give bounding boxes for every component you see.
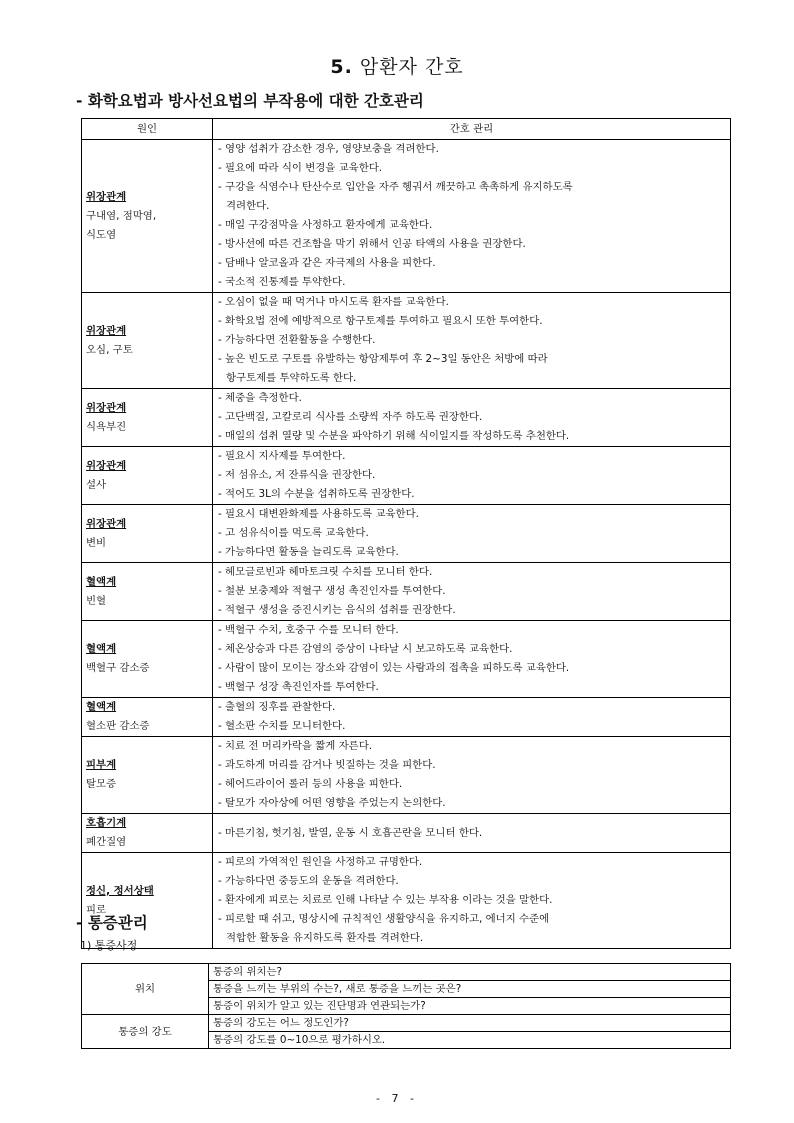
care-item: - 고 섬유식이를 먹도록 교육한다. — [218, 527, 369, 539]
care-item: - 사람이 많이 모이는 장소와 감염이 있는 사람과의 접촉을 피하도록 교육한다. — [218, 662, 570, 674]
condition-label: 탈모증 — [86, 778, 117, 790]
cause-cell — [82, 737, 213, 814]
cause-cell — [82, 853, 213, 949]
pain-question: 통증의 강도는 어느 정도인가? — [209, 1015, 731, 1032]
care-cell — [213, 563, 731, 621]
care-item: - 탈모가 자아상에 어떤 영향을 주었는지 논의한다. — [218, 797, 446, 809]
pain-category: 통증의 강도 — [82, 1015, 209, 1049]
cause-cell — [82, 621, 213, 698]
table-row — [82, 737, 731, 814]
cause-cell — [82, 293, 213, 389]
care-item: - 적혈구 생성을 증진시키는 음식의 섭취를 권장한다. — [218, 604, 456, 616]
condition-label: 백혈구 감소증 — [86, 662, 150, 674]
care-item: 적합한 활동을 유지하도록 환자를 격려한다. — [226, 932, 424, 944]
nursing-care-table — [81, 118, 731, 949]
table-row — [82, 140, 731, 293]
category-label: 정신, 정서상태 — [86, 884, 154, 897]
condition-label: 폐간질염 — [86, 836, 127, 848]
table-row — [82, 1015, 731, 1032]
category-label: 혈액계 — [86, 575, 117, 588]
care-item: - 영양 섭취가 감소한 경우, 영양보충을 격려한다. — [218, 143, 439, 155]
care-item: - 화학요법 전에 예방적으로 항구토제를 투여하고 필요시 또한 투여한다. — [218, 315, 543, 327]
care-item: - 과도하게 머리를 감거나 빗질하는 것을 피한다. — [218, 759, 436, 771]
category-label: 혈액계 — [86, 643, 117, 655]
care-item: - 혈소판 수치를 모니터한다. — [218, 720, 346, 732]
care-item: - 백혈구 수치, 호중구 수를 모니터 한다. — [218, 624, 399, 636]
care-cell — [213, 737, 731, 814]
care-item: - 담배나 알코올과 같은 자극제의 사용을 피한다. — [218, 257, 436, 269]
care-item: - 오심이 없을 때 먹거나 마시도록 환자를 교육한다. — [218, 296, 449, 308]
cause-cell — [82, 814, 213, 853]
pain-assessment-table — [81, 963, 731, 1049]
condition-label: 변비 — [86, 536, 107, 549]
care-cell — [213, 814, 731, 853]
page-title — [0, 52, 794, 79]
care-cell — [213, 293, 731, 389]
care-item: 격려한다. — [226, 200, 270, 212]
care-cell — [213, 505, 731, 563]
care-item: - 환자에게 피로는 치료로 인해 나타날 수 있는 부작용 이라는 것을 말한다. — [218, 894, 553, 906]
care-item: - 헤모글로빈과 헤마토크릿 수치를 모니터 한다. — [218, 566, 433, 578]
care-item: - 필요에 따라 식이 변경을 교육한다. — [218, 162, 383, 174]
category-label: 위장관계 — [86, 517, 127, 530]
cause-cell — [82, 698, 213, 737]
pain-question: 통증의 강도를 0~10으로 평가하시오. — [209, 1032, 731, 1049]
pain-question: 통증을 느끼는 부위의 수는?, 새로 통증을 느끼는 곳은? — [209, 981, 731, 998]
pain-question: 통증이 위치가 알고 있는 진단명과 연관되는가? — [209, 998, 731, 1015]
care-item: - 매일 구강점막을 사정하고 환자에게 교육한다. — [218, 219, 433, 231]
table-row — [82, 698, 731, 737]
care-item: - 피로할 때 쉬고, 명상시에 규칙적인 생활양식을 유지하고, 에너지 수준에 — [218, 913, 550, 925]
category-label: 혈액계 — [86, 701, 117, 713]
table-row — [82, 389, 731, 447]
table-row — [82, 293, 731, 389]
care-item: - 방사선에 따른 건조함을 막기 위해서 인공 타액의 사용을 권장한다. — [218, 238, 526, 250]
care-cell — [213, 698, 731, 737]
condition-label: 피로 — [86, 903, 107, 916]
care-item: - 체온상승과 다른 감염의 증상이 나타날 시 보고하도록 교육한다. — [218, 643, 513, 655]
care-item: - 국소적 진통제를 투약한다. — [218, 276, 346, 288]
subsection-heading: 1) 통증사정 — [80, 939, 138, 952]
category-label: 피부계 — [86, 759, 117, 771]
care-item: - 헤어드라이어 롤러 등의 사용을 피한다. — [218, 778, 403, 790]
care-item: - 가능하다면 전환활동을 수행한다. — [218, 334, 376, 346]
condition-label: 혈소판 감소증 — [86, 720, 150, 732]
care-item: - 필요시 지사제를 투여한다. — [218, 450, 346, 462]
pain-category: 위치 — [82, 964, 209, 1015]
care-item: - 마른기침, 헛기침, 발열, 운동 시 호흡곤란을 모니터 한다. — [218, 826, 483, 839]
cause-cell — [82, 563, 213, 621]
table-row — [82, 964, 731, 981]
chapter-number: 5. — [330, 56, 353, 78]
table-row — [82, 563, 731, 621]
care-item: - 매일의 섭취 열량 및 수분을 파악하기 위해 식이일지를 작성하도록 추천한다. — [218, 430, 570, 442]
cause-cell — [82, 389, 213, 447]
category-label: 위장관계 — [86, 401, 127, 414]
table-row — [82, 621, 731, 698]
table-row — [82, 505, 731, 563]
table-row — [82, 447, 731, 505]
care-item: - 필요시 대변완화제를 사용하도록 교육한다. — [218, 508, 419, 520]
category-label: 위장관계 — [86, 459, 127, 472]
care-item: - 백혈구 성장 촉진인자를 투여한다. — [218, 681, 379, 693]
condition-label: 설사 — [86, 478, 107, 491]
care-item: - 적어도 3L의 수분을 섭취하도록 권장한다. — [218, 488, 415, 500]
care-item: - 높은 빈도로 구토를 유발하는 항암제투여 후 2~3일 동안은 처방에 따라 — [218, 353, 548, 365]
care-item: - 가능하다면 활동을 늘리도록 교육한다. — [218, 546, 399, 558]
care-item: - 철분 보충제와 적혈구 생성 촉진인자를 투여한다. — [218, 585, 446, 597]
care-item: - 고단백질, 고칼로리 식사를 소량씩 자주 하도록 권장한다. — [218, 411, 483, 423]
cause-cell — [82, 505, 213, 563]
care-cell — [213, 853, 731, 949]
cause-cell — [82, 140, 213, 293]
condition-label: 식도염 — [86, 228, 117, 241]
care-item: - 치료 전 머리카락을 짧게 자른다. — [218, 740, 373, 752]
care-cell — [213, 621, 731, 698]
pain-question: 통증의 위치는? — [209, 964, 731, 981]
care-item: - 저 섬유소, 저 잔류식을 권장한다. — [218, 469, 376, 481]
chapter-title: 암환자 간호 — [359, 56, 464, 78]
column-header-cause: 원인 — [82, 119, 213, 140]
condition-label: 빈혈 — [86, 594, 107, 607]
condition-label: 구내염, 점막염, — [86, 209, 157, 222]
condition-label: 식욕부진 — [86, 420, 127, 433]
table-row — [82, 814, 731, 853]
condition-label: 오심, 구토 — [86, 343, 133, 356]
table-row — [82, 853, 731, 949]
category-label: 위장관계 — [86, 324, 127, 337]
page-number: - 7 - — [376, 1092, 418, 1105]
section-heading-side-effects: - 화학요법과 방사선요법의 부작용에 대한 간호관리 — [76, 92, 424, 110]
care-item: - 체중을 측정한다. — [218, 392, 302, 404]
category-label: 호흡기계 — [86, 817, 127, 829]
section-heading-pain: - 통증관리 — [76, 914, 148, 932]
care-item: - 가능하다면 중등도의 운동을 격려한다. — [218, 875, 399, 887]
care-item: - 구강을 식염수나 탄산수로 입안을 자주 헹궈서 깨끗하고 촉촉하게 유지하도록 — [218, 181, 573, 193]
care-cell — [213, 140, 731, 293]
column-header-care: 간호 관리 — [213, 119, 731, 140]
table-header-row — [82, 119, 731, 140]
care-item: 항구토제를 투약하도록 한다. — [226, 372, 357, 384]
care-item: - 출혈의 징후를 관찰한다. — [218, 701, 336, 713]
category-label: 위장관계 — [86, 190, 127, 203]
care-item: - 피로의 가역적인 원인을 사정하고 규명한다. — [218, 856, 423, 868]
care-cell — [213, 447, 731, 505]
cause-cell — [82, 447, 213, 505]
care-cell — [213, 389, 731, 447]
